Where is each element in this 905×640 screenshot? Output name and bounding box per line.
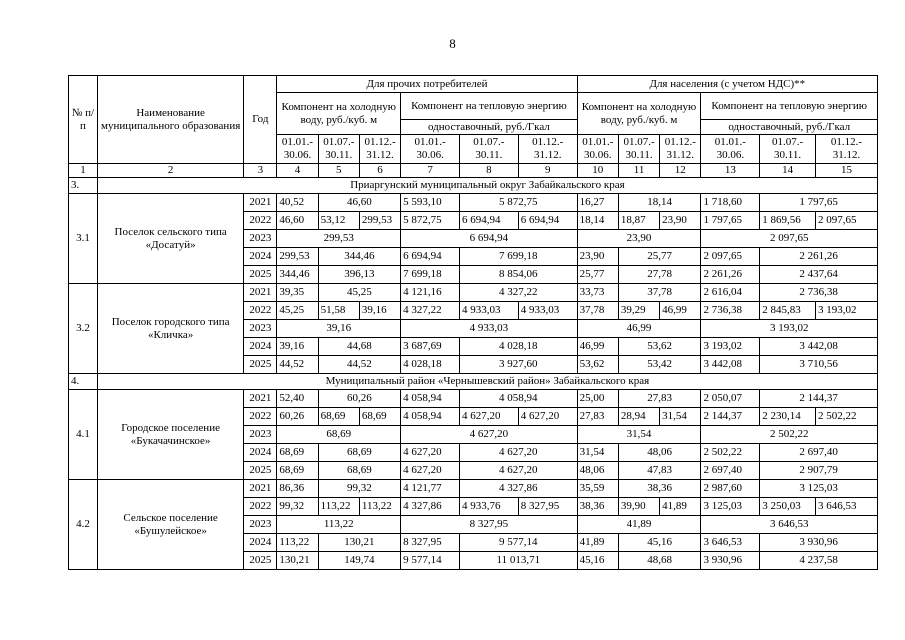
year-cell: 2024 [244,534,277,552]
cell-value: 299,53 [277,248,318,266]
cell-value: 4 627,20 [401,426,577,444]
year-cell: 2023 [244,426,277,444]
section-row [69,178,878,194]
year-cell: 2024 [244,248,277,266]
cell-value: 31,54 [577,426,701,444]
cell-value: 3 193,02 [701,338,760,356]
column-number: 6 [359,164,400,178]
table-row [69,390,878,408]
section-row [69,374,878,390]
cell-value: 3 646,53 [701,534,760,552]
cell-value: 8 327,95 [401,516,577,534]
cell-value: 3 125,03 [760,480,878,498]
cell-value: 2 437,64 [760,266,878,284]
year-cell: 2023 [244,516,277,534]
cell-value: 3 193,02 [815,302,877,320]
cell-value: 44,52 [277,356,318,374]
cell-value: 2 144,37 [701,408,760,426]
cell-value: 4 933,76 [459,498,518,516]
cell-value: 68,69 [318,408,359,426]
cell-value: 27,83 [618,390,701,408]
cell-value: 6 694,94 [401,230,577,248]
period-thermal-population-3: 01.12.- 31.12. [815,135,877,164]
cell-value: 18,87 [618,212,659,230]
period-thermal-other-1: 01.01.- 30.06. [401,135,460,164]
municipality-name: Сельское поселение «Бушулейское» [97,480,244,570]
cell-value: 27,78 [618,266,701,284]
cell-value: 2 261,26 [701,266,760,284]
column-number: 8 [459,164,518,178]
section-num: 3. [69,178,98,194]
cell-value: 344,46 [277,266,318,284]
cell-value: 39,16 [277,338,318,356]
column-number: 10 [577,164,618,178]
cell-value: 3 687,69 [401,338,460,356]
period-thermal-other-3: 01.12.- 31.12. [518,135,577,164]
year-cell: 2022 [244,408,277,426]
cell-value: 3 930,96 [760,534,878,552]
period-cold-water-other-2: 01.07.- 30.11. [318,135,359,164]
header-year: Год [244,76,277,164]
municipality-num: 3.1 [69,194,98,284]
cell-value: 3 125,03 [701,498,760,516]
table-body [69,178,878,570]
header-cold-water-other: Компонент на холодную воду, руб./куб. м [277,93,401,135]
cell-value: 60,26 [318,390,401,408]
cell-value: 6 694,94 [401,248,460,266]
cell-value: 46,99 [577,338,618,356]
cell-value: 37,78 [618,284,701,302]
header-single-part-population: одноставочный, руб./Гкал [701,120,878,135]
year-cell: 2021 [244,480,277,498]
cell-value: 41,89 [577,534,618,552]
cell-value: 396,13 [318,266,401,284]
cell-value: 113,22 [277,534,318,552]
cell-value: 37,78 [577,302,618,320]
cell-value: 4 058,94 [459,390,577,408]
cell-value: 4 933,03 [401,320,577,338]
cell-value: 8 327,95 [401,534,460,552]
year-cell: 2023 [244,230,277,248]
cell-value: 149,74 [318,552,401,570]
period-thermal-other-2: 01.07.- 30.11. [459,135,518,164]
cell-value: 99,32 [318,480,401,498]
cell-value: 2 502,22 [701,444,760,462]
table-header [69,76,878,178]
cell-value: 53,42 [618,356,701,374]
cell-value: 5 872,75 [401,212,460,230]
cell-value: 3 927,60 [459,356,577,374]
cell-value: 31,54 [577,444,618,462]
cell-value: 4 327,86 [401,498,460,516]
page-number: 8 [449,36,456,51]
cell-value: 44,52 [318,356,401,374]
cell-value: 3 442,08 [701,356,760,374]
cell-value: 1 718,60 [701,194,760,212]
period-thermal-population-2: 01.07.- 30.11. [760,135,816,164]
cell-value: 38,36 [577,498,618,516]
column-number: 5 [318,164,359,178]
header-single-part-other: одноставочный, руб./Гкал [401,120,577,135]
cell-value: 4 933,03 [459,302,518,320]
year-cell: 2022 [244,498,277,516]
cell-value: 39,16 [359,302,400,320]
cell-value: 4 028,18 [401,356,460,374]
municipality-name: Поселок городского типа «Кличка» [97,284,244,374]
cell-value: 11 013,71 [459,552,577,570]
cell-value: 4 627,20 [518,408,577,426]
cell-value: 2 097,65 [701,230,878,248]
column-number: 1 [69,164,98,178]
cell-value: 68,69 [318,444,401,462]
cell-value: 3 193,02 [701,320,878,338]
cell-value: 4 627,20 [459,408,518,426]
cell-value: 27,83 [577,408,618,426]
cell-value: 16,27 [577,194,618,212]
cell-value: 44,68 [318,338,401,356]
cell-value: 48,06 [618,444,701,462]
cell-value: 53,62 [577,356,618,374]
cell-value: 45,25 [277,302,318,320]
column-number: 3 [244,164,277,178]
cell-value: 4 327,22 [401,302,460,320]
cell-value: 2 907,79 [760,462,878,480]
cell-value: 99,32 [277,498,318,516]
cell-value: 4 058,94 [401,390,460,408]
cell-value: 3 646,53 [815,498,877,516]
cell-value: 7 699,18 [459,248,577,266]
year-cell: 2025 [244,552,277,570]
cell-value: 41,89 [577,516,701,534]
cell-value: 31,54 [660,408,701,426]
cell-value: 299,53 [359,212,400,230]
cell-value: 3 442,08 [760,338,878,356]
cell-value: 4 237,58 [760,552,878,570]
cell-value: 2 502,22 [815,408,877,426]
cell-value: 41,89 [660,498,701,516]
cell-value: 1 797,65 [760,194,878,212]
cell-value: 113,22 [359,498,400,516]
cell-value: 23,90 [577,230,701,248]
cell-value: 1 869,56 [760,212,816,230]
cell-value: 60,26 [277,408,318,426]
header-thermal-population: Компонент на тепловую энергию [701,93,878,120]
header-name: Наименование муниципального образования [97,76,244,164]
cell-value: 45,16 [577,552,618,570]
cell-value: 38,36 [618,480,701,498]
cell-value: 46,60 [318,194,401,212]
cell-value: 113,22 [318,498,359,516]
cell-value: 299,53 [277,230,401,248]
cell-value: 2 845,83 [760,302,816,320]
cell-value: 53,12 [318,212,359,230]
cell-value: 23,90 [660,212,701,230]
municipality-name: Поселок сельского типа «Досатуй» [97,194,244,284]
cell-value: 39,90 [618,498,659,516]
cell-value: 2 736,38 [701,302,760,320]
section-num: 4. [69,374,98,390]
cell-value: 2 697,40 [701,462,760,480]
cell-value: 2 230,14 [760,408,816,426]
cell-value: 86,36 [277,480,318,498]
cell-value: 39,35 [277,284,318,302]
cell-value: 23,90 [577,248,618,266]
cell-value: 4 327,22 [459,284,577,302]
column-number: 14 [760,164,816,178]
year-cell: 2021 [244,194,277,212]
header-other-consumers: Для прочих потребителей [277,76,577,93]
cell-value: 18,14 [577,212,618,230]
column-number: 13 [701,164,760,178]
municipality-num: 4.2 [69,480,98,570]
cell-value: 5 872,75 [459,194,577,212]
year-cell: 2025 [244,462,277,480]
cell-value: 68,69 [277,462,318,480]
cell-value: 52,40 [277,390,318,408]
cell-value: 39,16 [277,320,401,338]
cell-value: 130,21 [277,552,318,570]
cell-value: 48,68 [618,552,701,570]
column-number: 4 [277,164,318,178]
cell-value: 33,73 [577,284,618,302]
cell-value: 46,99 [577,320,701,338]
cell-value: 7 699,18 [401,266,460,284]
cell-value: 25,00 [577,390,618,408]
cell-value: 46,99 [660,302,701,320]
cell-value: 9 577,14 [459,534,577,552]
tariff-table [68,75,878,570]
cell-value: 46,60 [277,212,318,230]
cell-value: 4 058,94 [401,408,460,426]
cell-value: 39,29 [618,302,659,320]
cell-value: 4 933,03 [518,302,577,320]
column-number: 9 [518,164,577,178]
year-cell: 2025 [244,266,277,284]
cell-value: 18,14 [618,194,701,212]
cell-value: 5 593,10 [401,194,460,212]
cell-value: 25,77 [618,248,701,266]
cell-value: 2 097,65 [815,212,877,230]
period-cold-water-population-3: 01.12.- 31.12. [660,135,701,164]
municipality-num: 4.1 [69,390,98,480]
year-cell: 2024 [244,444,277,462]
cell-value: 3 930,96 [701,552,760,570]
header-num: № п/п [69,76,98,164]
cell-value: 6 694,94 [459,212,518,230]
header-cold-water-population: Компонент на холодную воду, руб./куб. м [577,93,701,135]
cell-value: 48,06 [577,462,618,480]
cell-value: 1 797,65 [701,212,760,230]
year-cell: 2024 [244,338,277,356]
cell-value: 68,69 [318,462,401,480]
cell-value: 45,16 [618,534,701,552]
cell-value: 2 502,22 [701,426,878,444]
cell-value: 3 710,56 [760,356,878,374]
cell-value: 4 028,18 [459,338,577,356]
cell-value: 130,21 [318,534,401,552]
table-row [69,194,878,212]
column-number: 7 [401,164,460,178]
cell-value: 68,69 [277,444,318,462]
table-row [69,284,878,302]
cell-value: 4 627,20 [459,444,577,462]
cell-value: 2 616,04 [701,284,760,302]
year-cell: 2021 [244,390,277,408]
cell-value: 344,46 [318,248,401,266]
section-title: Муниципальный район «Чернышевский район» Забайкальского края [97,374,877,390]
cell-value: 8 854,06 [459,266,577,284]
cell-value: 51,58 [318,302,359,320]
cell-value: 68,69 [359,408,400,426]
cell-value: 68,69 [277,426,401,444]
year-cell: 2025 [244,356,277,374]
cell-value: 4 627,20 [401,462,460,480]
cell-value: 113,22 [277,516,401,534]
cell-value: 4 627,20 [401,444,460,462]
municipality-num: 3.2 [69,284,98,374]
period-cold-water-population-1: 01.01.- 30.06. [577,135,618,164]
cell-value: 9 577,14 [401,552,460,570]
column-number: 11 [618,164,659,178]
cell-value: 6 694,94 [518,212,577,230]
cell-value: 35,59 [577,480,618,498]
period-cold-water-other-1: 01.01.- 30.06. [277,135,318,164]
municipality-name: Городское поселение «Букачачинское» [97,390,244,480]
column-number: 2 [97,164,244,178]
cell-value: 25,77 [577,266,618,284]
cell-value: 2 097,65 [701,248,760,266]
cell-value: 53,62 [618,338,701,356]
year-cell: 2022 [244,302,277,320]
cell-value: 47,83 [618,462,701,480]
period-thermal-population-1: 01.01.- 30.06. [701,135,760,164]
cell-value: 8 327,95 [518,498,577,516]
cell-value: 4 121,77 [401,480,460,498]
cell-value: 45,25 [318,284,401,302]
period-cold-water-other-3: 01.12.- 31.12. [359,135,400,164]
column-number: 15 [815,164,877,178]
cell-value: 4 627,20 [459,462,577,480]
cell-value: 2 261,26 [760,248,878,266]
header-population: Для населения (с учетом НДС)** [577,76,877,93]
year-cell: 2021 [244,284,277,302]
year-cell: 2022 [244,212,277,230]
cell-value: 3 250,03 [760,498,816,516]
cell-value: 2 736,38 [760,284,878,302]
year-cell: 2023 [244,320,277,338]
cell-value: 2 050,07 [701,390,760,408]
table-row [69,480,878,498]
cell-value: 4 327,86 [459,480,577,498]
cell-value: 40,52 [277,194,318,212]
cell-value: 28,94 [618,408,659,426]
header-thermal-other: Компонент на тепловую энергию [401,93,577,120]
cell-value: 4 121,16 [401,284,460,302]
period-cold-water-population-2: 01.07.- 30.11. [618,135,659,164]
column-number: 12 [660,164,701,178]
section-title: Приаргунский муниципальный округ Забайкальского края [97,178,877,194]
cell-value: 2 144,37 [760,390,878,408]
cell-value: 2 697,40 [760,444,878,462]
cell-value: 2 987,60 [701,480,760,498]
cell-value: 3 646,53 [701,516,878,534]
